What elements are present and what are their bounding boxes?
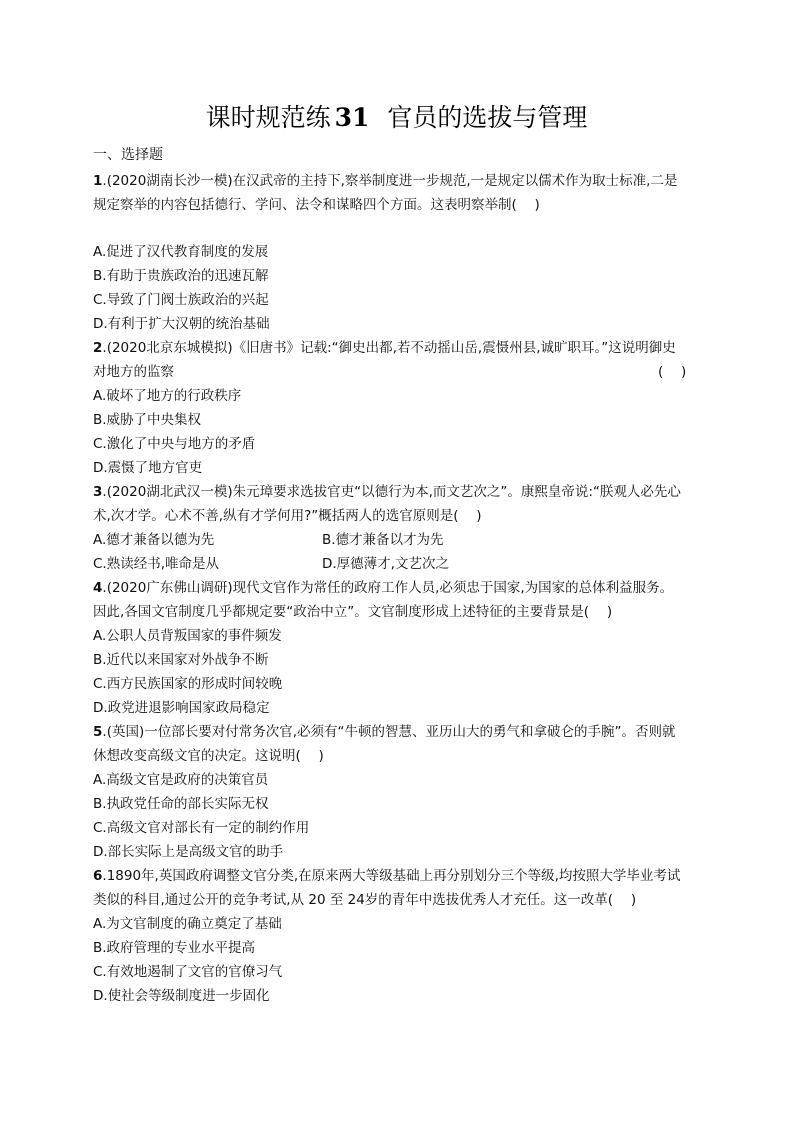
question-5-option-c: C.高级文官对部长有一定的制约作用 [93, 820, 310, 836]
question-1-text-2: 规定察举的内容包括德行、学问、法令和谋略四个方面。这表明察举制( ) [93, 197, 540, 213]
question-1-text-1: .(2020湖南长沙一模)在汉武帝的主持下,察举制度进一步规范,一是规定以儒术作为取士标准,二是 [102, 173, 678, 189]
question-3-option-b: B.德才兼备以才为先 [322, 532, 444, 548]
question-6-text-2: 类似的科目,通过公开的竞争考试,从 20 至 24岁的青年中选拔优秀人才充任。这一改革( ) [93, 892, 637, 908]
question-4-text-1: .(2020广东佛山调研)现代文官作为常任的政府工作人员,必须忠于国家,为国家的总体利益服务。 [102, 580, 674, 596]
question-1-option-b: B.有助于贵族政治的迅速瓦解 [93, 268, 269, 284]
question-4-option-b: B.近代以来国家对外战争不断 [93, 652, 269, 668]
question-6-option-b: B.政府管理的专业水平提高 [93, 940, 256, 956]
question-3-text-2: 术,次才学。心术不善,纵有才学何用?”概括两人的选官原则是( ) [93, 508, 482, 524]
question-2-line-1 [93, 338, 676, 358]
question-2-text-2: 对地方的监察 [93, 364, 174, 380]
question-4-option-c: C.西方民族国家的形成时间较晚 [93, 676, 283, 692]
title-main: 课时规范练 [205, 103, 331, 132]
section-heading: 一、选择题 [93, 147, 163, 163]
question-1-option-d: D.有利于扩大汉朝的统治基础 [93, 316, 270, 332]
question-3-number: 3 [93, 484, 103, 500]
title-topic: 官员的选拔与管理 [387, 103, 588, 132]
question-2-option-a: A.破坏了地方的行政秩序 [93, 388, 242, 404]
question-3-text-1: .(2020湖北武汉一模)朱元璋要求选拔官吏“以德行为本,而文艺次之”。康熙皇帝说:“朕观人必先心 [102, 484, 681, 500]
question-5-option-b: B.执政党任命的部长实际无权 [93, 796, 269, 812]
page-title [0, 98, 793, 138]
question-3-option-c: C.熟读经书,唯命是从 [93, 556, 220, 572]
question-5-text-1: .(英国)一位部长要对付常务次官,必须有“牛顿的智慧、亚历山大的勇气和拿破仑的手腕”。否则就 [102, 724, 676, 740]
question-4-option-d: D.政党进退影响国家政局稳定 [93, 700, 270, 716]
question-6-text-1: .1890年,英国政府调整文官分类,在原来两大等级基础上再分别划分三个等级,均按照大学毕业考试 [102, 868, 681, 884]
question-2-number: 2 [93, 340, 103, 356]
question-4-text-2: 因此,各国文官制度几乎都规定要“政治中立”。文官制度形成上述特征的主要背景是( ) [93, 604, 613, 620]
question-6-option-a: A.为文官制度的确立奠定了基础 [93, 916, 282, 932]
question-1-option-a: A.促进了汉代教育制度的发展 [93, 244, 269, 260]
question-2-answer-paren: ( ) [658, 364, 687, 380]
question-4-option-a: A.公职人员背叛国家的事件频发 [93, 628, 282, 644]
question-6-option-c: C.有效地遏制了文官的官僚习气 [93, 964, 283, 980]
question-3-option-a: A.德才兼备以德为先 [93, 532, 215, 548]
question-5-option-d: D.部长实际上是高级文官的助手 [93, 844, 284, 860]
question-4-number: 4 [93, 580, 103, 596]
question-5-line-1 [93, 722, 676, 742]
question-2-option-d: D.震慑了地方官吏 [93, 460, 203, 476]
question-1-option-c: C.导致了门阀士族政治的兴起 [93, 292, 269, 308]
question-3-line-1 [93, 482, 681, 502]
question-1-line-1 [93, 171, 677, 191]
title-number: 31 [334, 103, 370, 132]
question-2-option-c: C.激化了中央与地方的矛盾 [93, 436, 256, 452]
question-1-number: 1 [93, 173, 103, 189]
question-5-text-2: 休想改变高级文官的决定。这说明( ) [93, 748, 324, 764]
question-2-option-b: B.威胁了中央集权 [93, 412, 202, 428]
question-3-option-d: D.厚德薄才,文艺次之 [322, 556, 449, 572]
question-6-line-1 [93, 866, 680, 886]
question-2-text-1: .(2020北京东城模拟)《旧唐书》记载:“御史出都,若不动摇山岳,震慑州县,诚旷职耳。”这说明御史 [102, 340, 676, 356]
question-6-number: 6 [93, 868, 103, 884]
question-4-line-1 [93, 578, 673, 598]
question-6-option-d: D.使社会等级制度进一步固化 [93, 988, 270, 1004]
question-5-option-a: A.高级文官是政府的决策官员 [93, 772, 269, 788]
question-5-number: 5 [93, 724, 103, 740]
